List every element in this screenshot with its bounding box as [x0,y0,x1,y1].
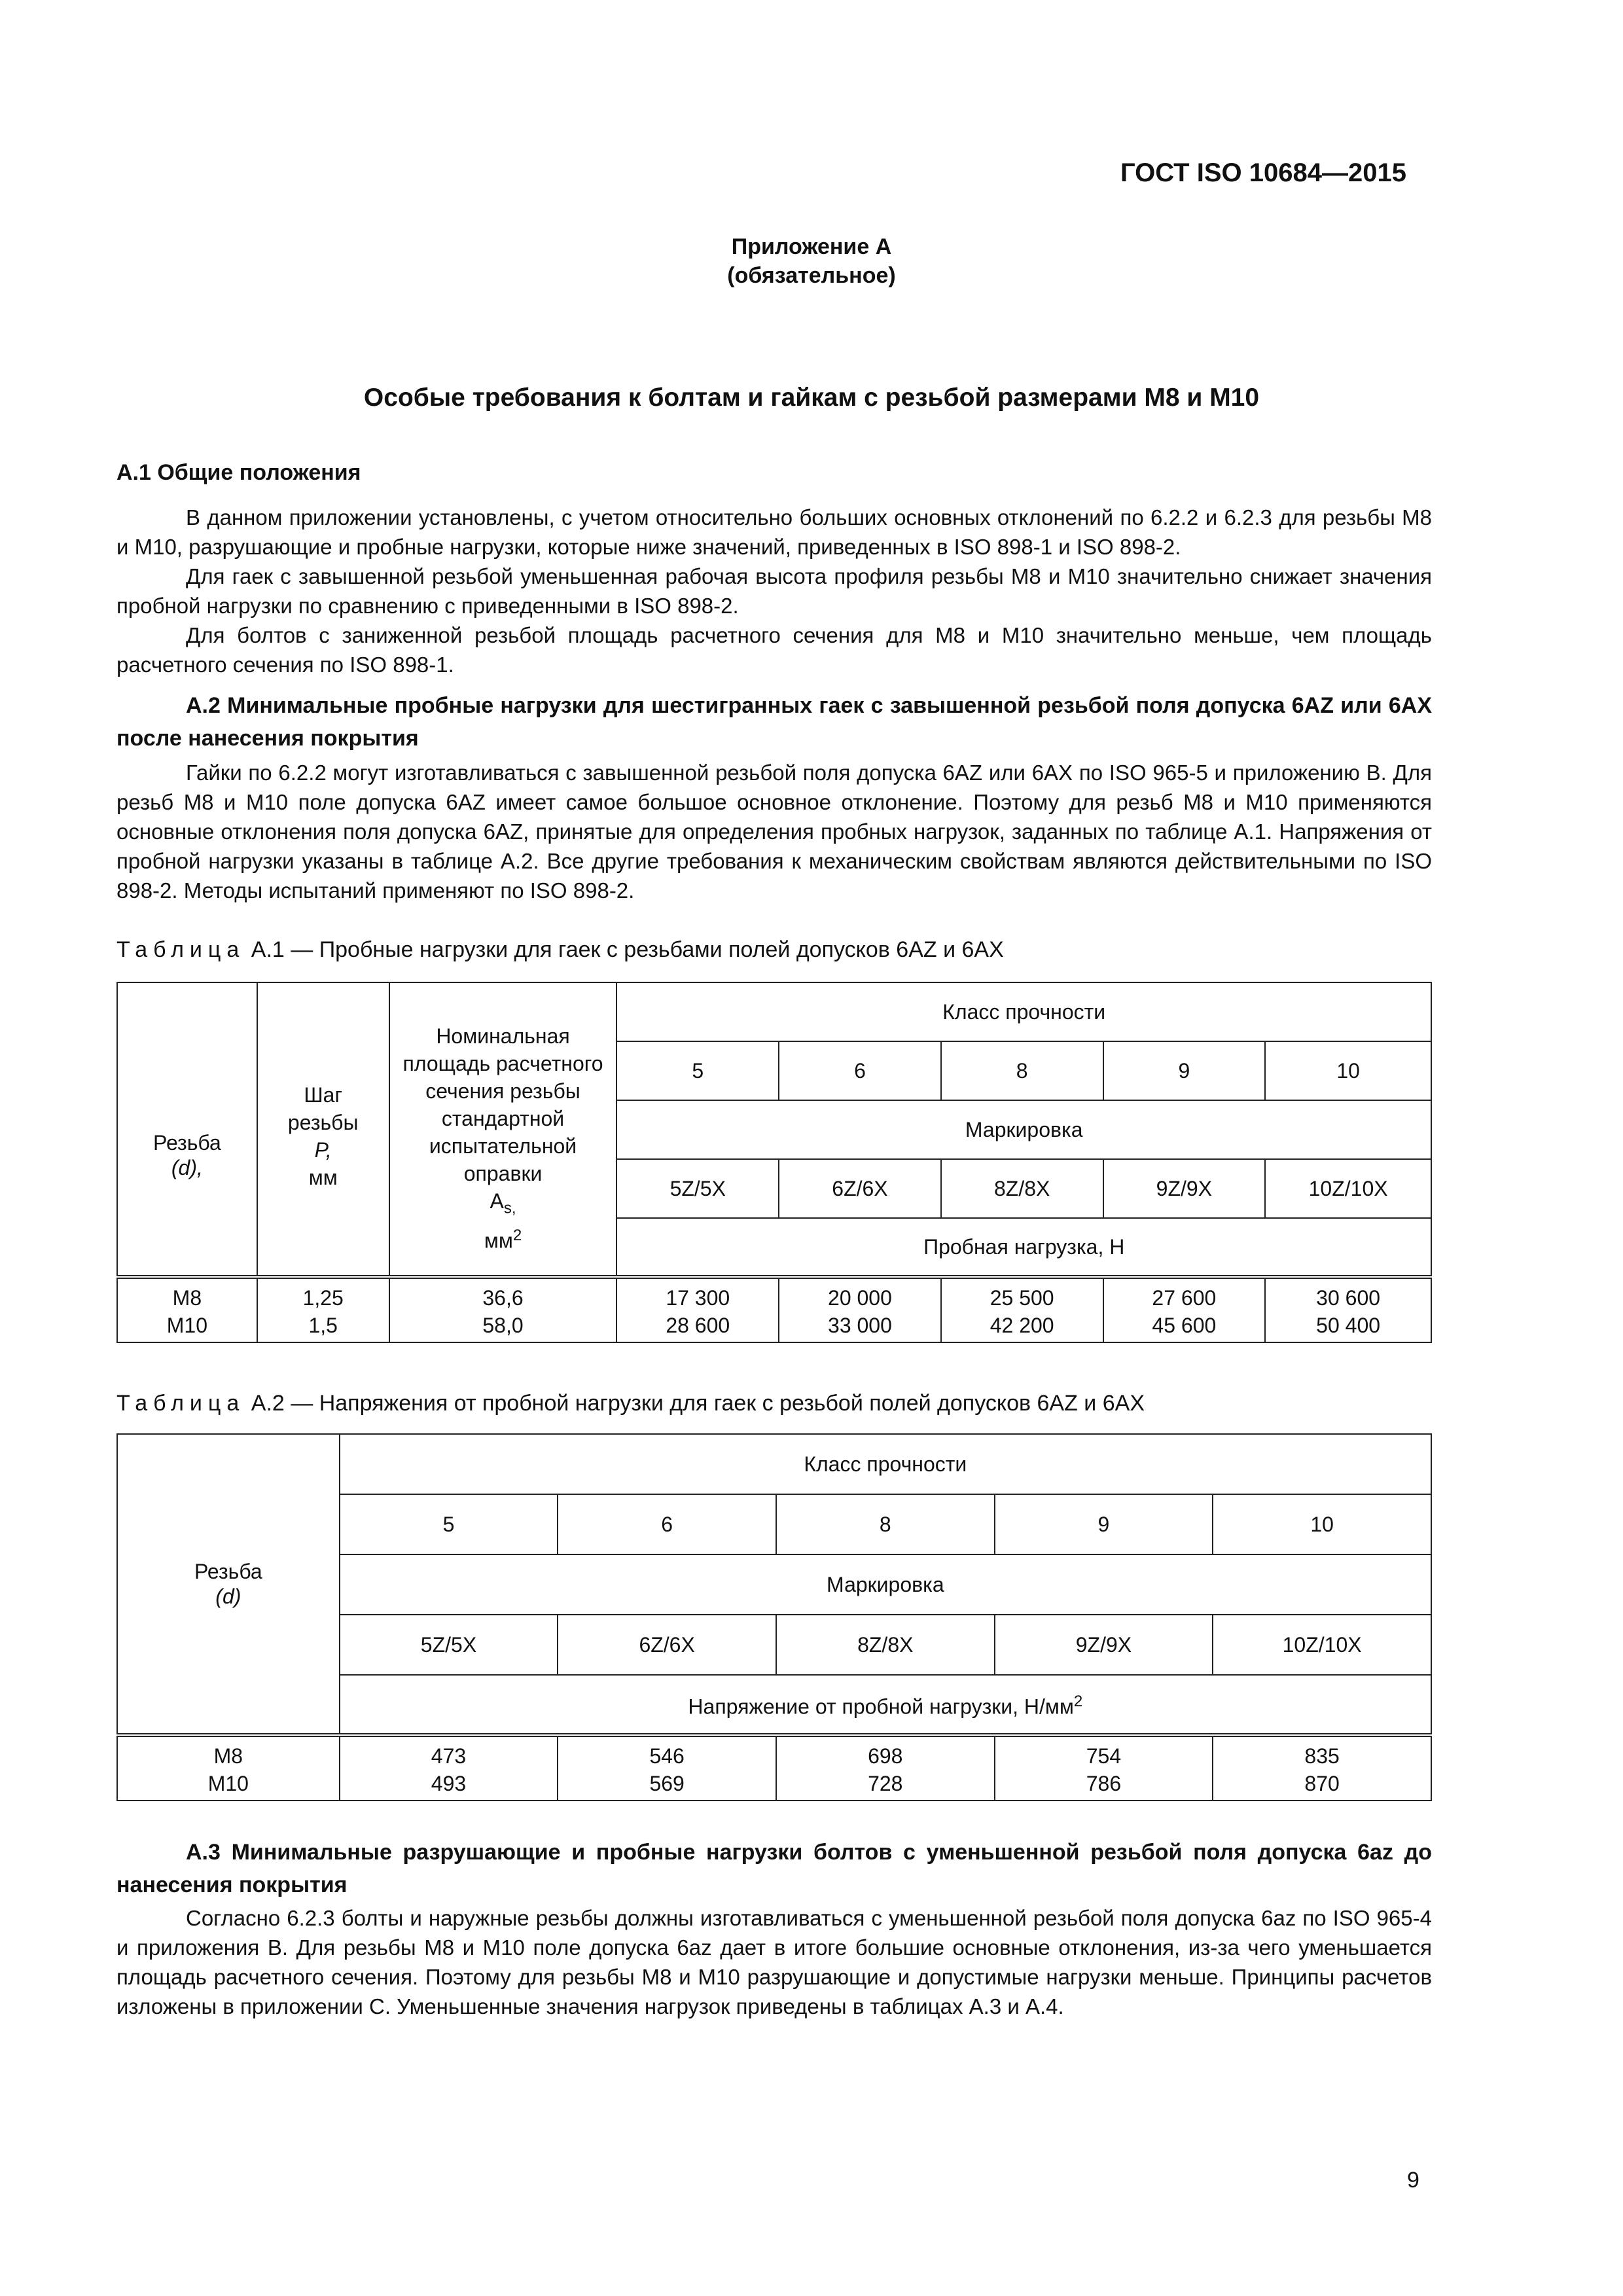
section-a2-body [116,758,1432,905]
caption-word: Таблица [116,937,245,962]
stress-value: 754 [1086,1744,1122,1768]
marking-cell: 5Z/5X [616,1159,779,1218]
pitch-value: 1,5 [308,1314,338,1337]
marking-header: Маркировка [340,1554,1431,1615]
load-value: 25 500 [990,1286,1054,1310]
stress-value: 493 [431,1772,467,1795]
stress-value: 546 [649,1744,685,1768]
appendix-status: (обязательное) [727,263,896,288]
stress-value: 786 [1086,1772,1122,1795]
area-value: 36,6 [482,1286,524,1310]
marking-cell: 6Z/6X [558,1615,776,1675]
stress-value: 728 [868,1772,903,1795]
class-cell: 5 [340,1494,558,1554]
area-value: 58,0 [482,1314,524,1337]
class-cell: 10 [1213,1494,1431,1554]
section-a1-body [116,503,1432,679]
appendix-title: Особые требования к болтам и гайкам с резьбой размерами М8 и М10 [363,384,1260,412]
section-a2-heading: А.2 Минимальные пробные нагрузки для шестигранных гаек с завышенной резьбой поля допуска 6AZ или 6AX после нанесения покрытия [116,693,1432,751]
class-header: Класс прочности [340,1434,1431,1494]
paragraph: Гайки по 6.2.2 могут изготавливаться с завышенной резьбой поля допуска 6AZ или 6AX по ISO 965-5 и приложению В. Для резьб М8 и М10 поле допуска 6AZ имеет самое большое основное отклонение. Поэтому для резьб М8 и М10 применяются основные отклонения поля допуска 6AZ, принятые для определения пробных нагрузок, заданных по таблице А.1. Напряжения от пробной нагрузки указаны в таблице А.2. Все другие требования к механическим свойствам являются действительными по ISO 898-2. Методы испытаний применяют по ISO 898-2. [116,761,1432,903]
marking-cell: 9Z/9X [995,1615,1213,1675]
paragraph: Согласно 6.2.3 болты и наружные резьбы должны изготавливаться с уменьшенной резьбой поля допуска 6az по ISO 965-4 и приложения В. Для резьбы М8 и М10 поле допуска 6az дает в итоге большие основные отклонения, из-за чего уменьшается площадь расчетного сечения. Поэтому для резьбы М8 и М10 разрушающие и допустимые нагрузки меньше. Принципы расчетов изложены в приложении С. Уменьшенные значения нагрузок приведены в таблицах А.3 и А.4. [116,1906,1432,2018]
class-cell: 8 [941,1041,1103,1100]
thread-value: М10 [207,1772,249,1795]
class-cell: 5 [616,1041,779,1100]
table-row [117,1277,1431,1342]
area-header: Номинальная площадь расчетного сечения резьбы стандартной испытательной оправки $A_{s,}$ $мм^2$ [389,982,617,1277]
stress-value: 698 [868,1744,903,1768]
table-a1 [116,982,1432,1343]
load-header: Пробная нагрузка, Н [616,1218,1431,1277]
marking-cell: 6Z/6X [779,1159,941,1218]
marking-cell: 8Z/8X [776,1615,995,1675]
table-row [117,1735,1431,1801]
caption-text: А.2 — Напряжения от пробной нагрузки для гаек с резьбой полей допусков 6AZ и 6AX [251,1391,1145,1416]
thread-header: Резьба (d), [117,982,257,1277]
page-number: 9 [1407,2168,1419,2193]
paragraph: В данном приложении установлены, с учетом относительно больших основных отклонений по 6.2.2 и 6.2.3 для резьбы М8 и М10, разрушающие и пробные нагрузки, которые ниже значений, приведенных в ISO 898-1 и ISO 898-2. [116,505,1432,559]
stress-value: 835 [1304,1744,1340,1768]
appendix-label: Приложение А [731,234,892,259]
load-value: 27 600 [1152,1286,1217,1310]
load-value: 20 000 [828,1286,892,1310]
pitch-value: 1,25 [302,1286,344,1310]
marking-cell: 5Z/5X [340,1615,558,1675]
load-value: 17 300 [666,1286,730,1310]
section-a3-heading: А.3 Минимальные разрушающие и пробные нагрузки болтов с уменьшенной резьбой поля допуска 6az до нанесения покрытия [116,1840,1432,1897]
class-cell: 9 [995,1494,1213,1554]
table-a1-caption [116,937,1004,963]
class-cell: 6 [779,1041,941,1100]
class-cell: 6 [558,1494,776,1554]
caption-text: А.1 — Пробные нагрузки для гаек с резьбами полей допусков 6AZ и 6AX [251,937,1004,962]
stress-value: 569 [649,1772,685,1795]
class-cell: 10 [1265,1041,1431,1100]
thread-value: М8 [172,1286,202,1310]
marking-cell: 8Z/8X [941,1159,1103,1218]
marking-cell: 10Z/10X [1213,1615,1431,1675]
paragraph: Для болтов с заниженной резьбой площадь расчетного сечения для М8 и М10 значительно меньше, чем площадь расчетного сечения по ISO 898-1. [116,623,1432,677]
table-a2 [116,1433,1432,1801]
class-header: Класс прочности [616,982,1431,1041]
marking-cell: 10Z/10X [1265,1159,1431,1218]
thread-value: М10 [166,1314,208,1337]
stress-value: 870 [1304,1772,1340,1795]
pitch-header: Шаг резьбы P, мм [257,982,389,1277]
marking-header: Маркировка [616,1100,1431,1159]
marking-cell: 9Z/9X [1103,1159,1266,1218]
class-cell: 9 [1103,1041,1266,1100]
section-a3-body [116,1903,1432,2021]
load-value: 28 600 [666,1314,730,1337]
standard-designation: ГОСТ ISO 10684—2015 [1120,158,1406,187]
load-value: 30 600 [1316,1286,1381,1310]
class-cell: 8 [776,1494,995,1554]
stress-header: Напряжение от пробной нагрузки, $Н/мм^2$ [340,1675,1431,1735]
thread-value: М8 [213,1744,243,1768]
load-value: 42 200 [990,1314,1054,1337]
section-a1-heading: А.1 Общие положения [116,460,361,485]
paragraph: Для гаек с завышенной резьбой уменьшенная рабочая высота профиля резьбы М8 и М10 значительно снижает значения пробной нагрузки по сравнению с приведенными в ISO 898-2. [116,564,1432,618]
caption-word: Таблица [116,1391,245,1416]
table-a2-caption [116,1391,1145,1416]
load-value: 33 000 [828,1314,892,1337]
thread-header: Резьба (d) [117,1434,340,1735]
load-value: 45 600 [1152,1314,1217,1337]
load-value: 50 400 [1316,1314,1381,1337]
stress-value: 473 [431,1744,467,1768]
